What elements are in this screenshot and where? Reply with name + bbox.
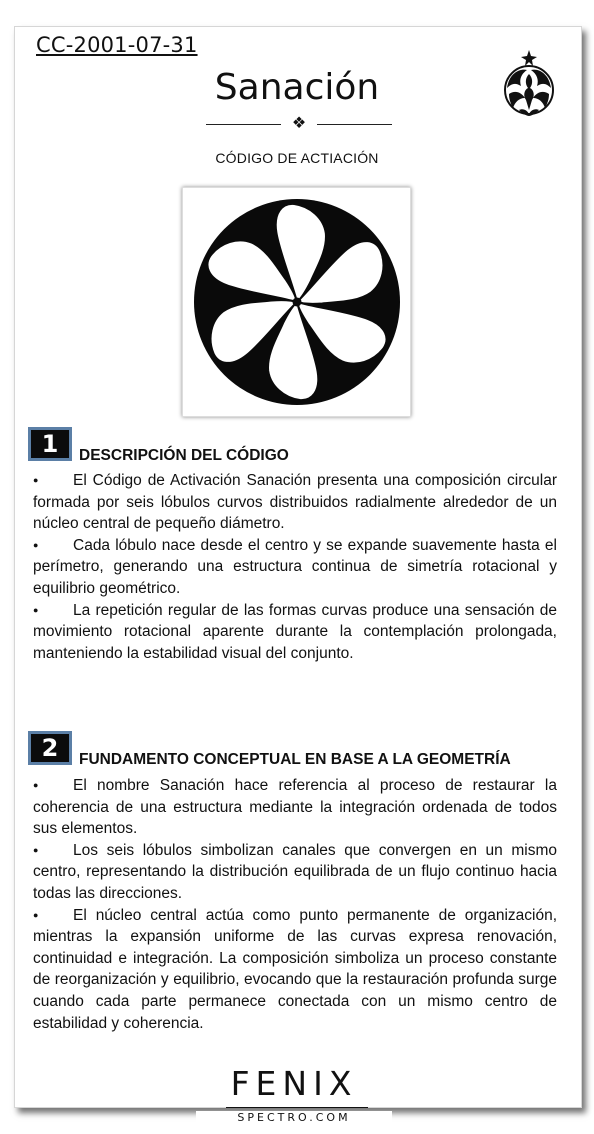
section-number-badge: 2 [28, 731, 72, 765]
section-2-header [26, 731, 586, 771]
bullet-icon: ● [33, 475, 39, 485]
bullet-icon: ● [33, 844, 39, 855]
section-number-badge: 1 [28, 427, 72, 461]
footer-divider [226, 1107, 368, 1108]
divider-line-right [317, 124, 392, 125]
page-subtitle: CÓDIGO DE ACTIACIÓN [215, 150, 379, 166]
code-id: CC-2001-07-31 [36, 33, 198, 57]
bullet-item: ● El nombre Sanación hace referencia al proceso de restaurar la coherencia de una estructura mediante la integración ordenada de todos sus elementos. [33, 777, 557, 838]
bullet-icon: ● [33, 604, 39, 615]
bullet-item: ● Cada lóbulo nace desde el centro y se expande suavemente hasta el perímetro, generando una estructura continua de simetría rotacional y equilibrio geométrico. [33, 536, 557, 597]
section-1-header [26, 427, 586, 467]
bullet-icon: ● [33, 909, 39, 920]
diamond-ornament-icon: ❖ [291, 115, 307, 132]
divider-line-left [206, 124, 281, 125]
six-lobe-circle-symbol [183, 188, 410, 416]
bullet-icon: ● [33, 539, 39, 550]
section-2-body [33, 775, 557, 1034]
section-1-body [33, 470, 557, 664]
section-title: DESCRIPCIÓN DEL CÓDIGO [79, 447, 289, 464]
section-title: FUNDAMENTO CONCEPTUAL EN BASE A LA GEOMETRÍA [79, 751, 511, 768]
bullet-icon: ● [33, 780, 39, 790]
bullet-item: ● El núcleo central actúa como punto permanente de organización, mientras la expansión uniforme de las curvas expresa renovación, continuidad e integración. La composición simboliza un proceso constante de reorganización y equilibrio, evocando que la restauración profunda surge cuando cada parte permanece conectada con un mismo centro de estabilidad y coherencia. [33, 906, 557, 1032]
phoenix-icon [497, 48, 561, 118]
footer-brand-logo: FENIX [196, 1062, 392, 1103]
bullet-item: ● La repetición regular de las formas curvas produce una sensación de movimiento rotacional aparente durante la contemplación prolongada, manteniendo la estabilidad visual del conjunto. [33, 601, 557, 662]
bullet-item: ● Los seis lóbulos simbolizan canales que convergen en un mismo centro, representando la distribución equilibrada de un flujo continuo hacia todas las direcciones. [33, 841, 557, 902]
page-title: Sanación [214, 67, 380, 108]
footer-site: SPECTRO.COM [196, 1111, 392, 1133]
title-divider [206, 115, 392, 133]
activation-symbol-frame [182, 187, 411, 417]
bullet-item: ● El Código de Activación Sanación presenta una composición circular formada por seis lóbulos curvos distribuidos radialmente alrededor de un núcleo central de pequeño diámetro. [33, 472, 557, 533]
